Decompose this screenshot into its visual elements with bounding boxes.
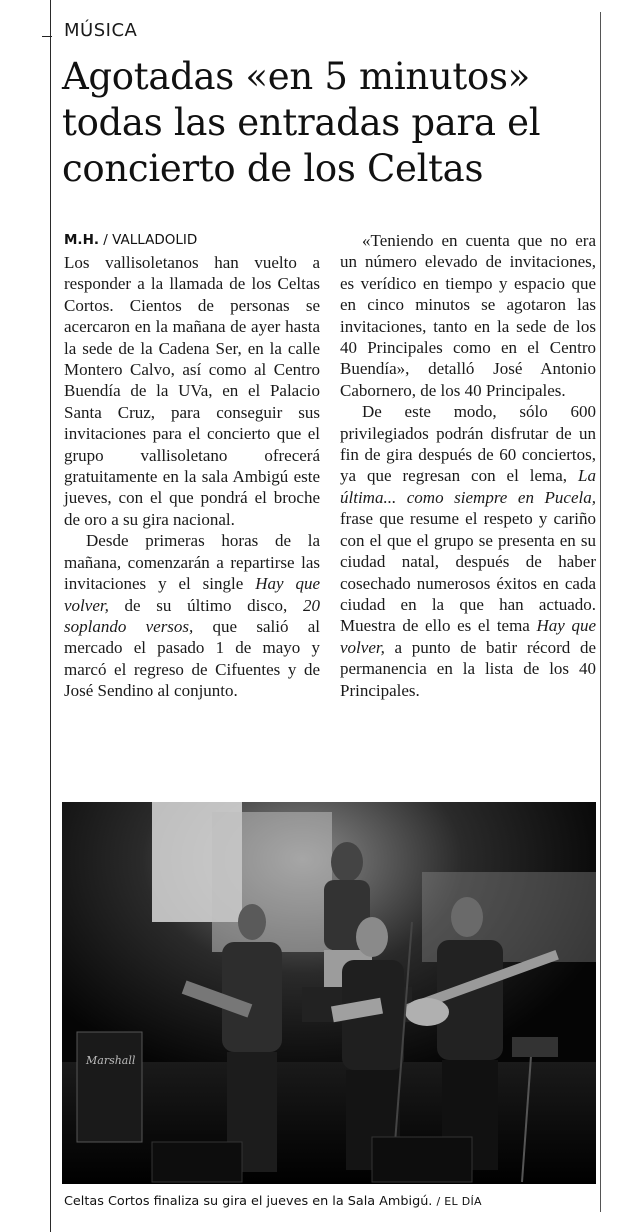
concert-photo	[62, 802, 596, 1184]
left-margin-rule	[50, 0, 51, 1232]
article-paragraph	[64, 530, 320, 701]
single-title: Hay que volver,	[64, 574, 320, 615]
byline-separator: /	[103, 232, 113, 248]
byline	[64, 232, 197, 248]
text-run: a punto de batir récord de permanencia en la lista de los 40 Principales.	[340, 637, 596, 700]
text-run: Desde primeras horas de la mañana, comenzarán a repartirse las invitaciones y el single	[64, 531, 320, 594]
text-run: frase que resume el respeto y cariño con el que el grupo se presenta en su ciudad natal, después de haber cosechado numerosos éxitos en cada ciudad en la que han actuado. Muestra de ello es el tema	[340, 509, 596, 636]
corner-tick	[42, 36, 52, 37]
article-paragraph	[340, 401, 596, 701]
amp-logo: Marshall	[86, 1054, 136, 1067]
tour-motto: La última... como siempre en Pucela,	[340, 466, 596, 507]
section-label: MÚSICA	[64, 20, 138, 41]
article-paragraph: «Teniendo en cuenta que no era un número elevado de invitaciones, es verídico en tiempo y espacio que en cinco minutos se agotaron las invitaciones, tanto en la sede de los 40 Principales como en el Centro Buendía», detalló José Antonio Cabornero, de los 40 Principales.	[340, 231, 596, 400]
article-paragraph: Los vallisoletanos han vuelto a responder a la llamada de los Celtas Cortos. Cientos de personas se acercaron en la mañana de ayer hasta la sede de la Cadena Ser, en la calle Montero Calvo, así como al Centro Buendía de la UVa, en el Palacio Santa Cruz, para conseguir sus invitaciones para el concierto que el grupo vallisoletano ofrecerá gratuitamente en la sala Ambigú este jueves, con el que pondrá el broche de oro a su gira nacional.	[64, 253, 320, 529]
byline-author: M.H.	[64, 232, 99, 248]
text-run: que salió al mercado el pasado 1 de mayo y marcó el regreso de Cifuentes y de José Sendino al conjunto.	[64, 616, 321, 701]
byline-location: VALLADOLID	[112, 232, 198, 248]
text-run: De este modo, sólo 600 privilegiados podrán disfrutar de un fin de gira después de 60 conciertos, ya que regresan con el lema,	[340, 402, 596, 486]
text-run: de su último disco,	[108, 595, 303, 615]
concert-photo-illustration	[62, 802, 596, 1184]
article-column-left	[64, 252, 320, 702]
photo-credit: / EL DÍA	[436, 1195, 482, 1208]
article-column-right	[340, 230, 596, 701]
right-margin-rule	[600, 12, 601, 1212]
photo-caption	[64, 1194, 482, 1209]
song-title: Hay que volver,	[340, 616, 596, 657]
headline: Agotadas «en 5 minutos» todas las entradas para el concierto de los Celtas	[62, 55, 541, 190]
caption-text: Celtas Cortos finaliza su gira el jueves en la Sala Ambigú.	[64, 1194, 433, 1209]
album-title: 20 soplando versos,	[64, 595, 320, 636]
